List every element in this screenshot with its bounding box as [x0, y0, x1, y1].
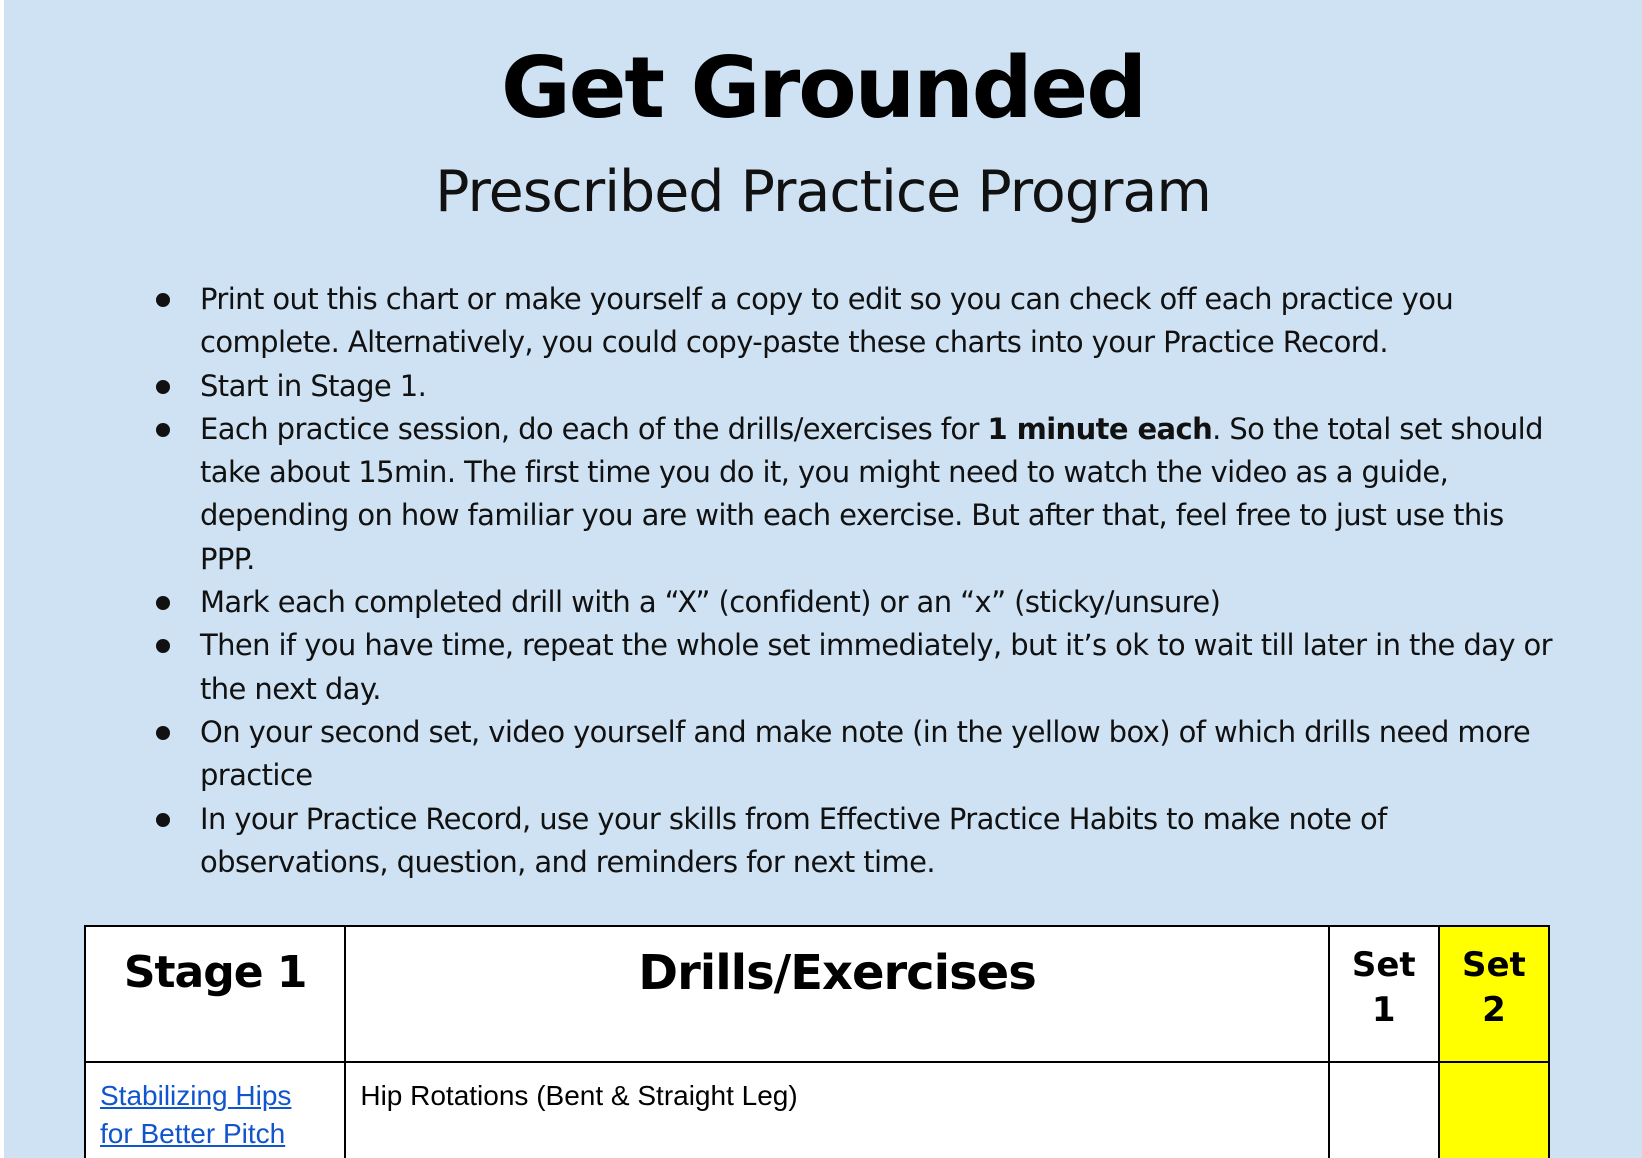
instruction-text: In your Practice Record, use your skills from Effective Practice Habits to make note of observations, question, and reminders for next time.	[200, 801, 1387, 879]
instruction-text: Print out this chart or make yourself a copy to edit so you can check off each practice you complete. Alternatively, you could copy-paste these charts into your Practice Record.	[200, 282, 1454, 360]
instruction-text: Start in Stage 1.	[200, 368, 427, 403]
list-item	[154, 711, 1554, 798]
bullet-icon	[156, 639, 170, 653]
bullet-icon	[156, 423, 170, 437]
list-item	[154, 408, 1554, 581]
instruction-text-part: . So the total set should take about 15min. The first time you do it, you might need to watch the video as a guide, depending on how familiar you are with each exercise. But after that, feel free to just use this PPP.	[200, 411, 1543, 576]
instruction-text-part: Each practice session, do each of the drills/exercises for	[200, 411, 988, 446]
video-link-line: for Better Pitch	[100, 1118, 286, 1149]
bullet-icon	[156, 813, 170, 827]
video-link-stabilizing-hips[interactable]	[100, 1080, 291, 1149]
set-2-header	[1439, 926, 1549, 1062]
page-subtitle: Prescribed Practice Program	[435, 159, 1211, 225]
set-1-header-number: 1	[1371, 990, 1396, 1030]
list-item	[154, 798, 1554, 885]
set-1-header-label: Set	[1351, 945, 1416, 985]
list-item	[154, 624, 1554, 711]
instructions-list	[154, 278, 1554, 884]
list-item	[154, 581, 1554, 624]
instruction-text: Mark each completed drill with a “X” (confident) or an “x” (sticky/unsure)	[200, 585, 1221, 620]
set-1-checkbox-cell[interactable]	[1329, 1062, 1439, 1158]
table-header-row	[85, 926, 1549, 1062]
page-title: Get Grounded	[500, 39, 1146, 138]
set-2-header-number: 2	[1482, 990, 1506, 1030]
instruction-emphasis: 1 minute each	[987, 411, 1213, 446]
instruction-text: Then if you have time, repeat the whole set immediately, but it’s ok to wait till later in the day or the next day.	[200, 628, 1553, 706]
document-page	[4, 0, 1642, 1158]
table-row	[85, 1062, 1549, 1158]
drill-name-cell: Hip Rotations (Bent & Straight Leg)	[345, 1062, 1328, 1158]
set-2-checkbox-cell[interactable]	[1439, 1062, 1549, 1158]
bullet-icon	[156, 293, 170, 307]
instruction-text: On your second set, video yourself and make note (in the yellow box) of which drills need more practice	[200, 714, 1531, 793]
list-item	[154, 365, 1554, 408]
bullet-icon	[156, 380, 170, 394]
video-link-line: Stabilizing Hips	[100, 1080, 292, 1111]
set-2-header-label: Set	[1462, 945, 1526, 985]
stage-header: Stage 1	[85, 926, 345, 1062]
drills-header: Drills/Exercises	[345, 926, 1328, 1062]
video-link-cell	[85, 1062, 345, 1158]
set-1-header	[1329, 926, 1439, 1062]
bullet-icon	[156, 596, 170, 610]
bullet-icon	[156, 726, 170, 740]
stage-1-table	[84, 925, 1550, 1158]
instruction-text	[200, 412, 1543, 576]
list-item	[154, 278, 1554, 365]
